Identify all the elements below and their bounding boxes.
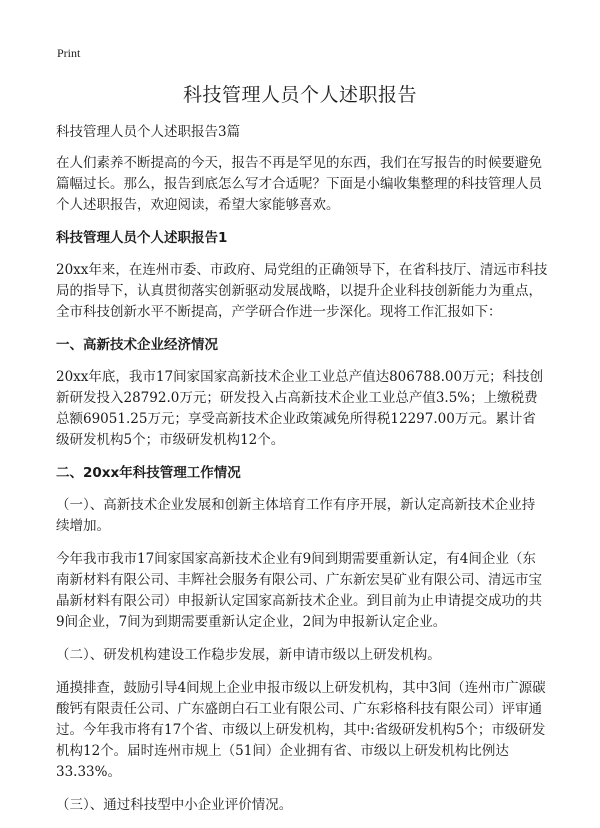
report1-heading: 科技管理人员个人述职报告1 xyxy=(56,230,228,246)
section2-paragraph-2: 通摸排查，鼓励引导4间规上企业申报市级以上研发机构，其中3间（连州市广源碳酸钙有限责任公司、广东盛朗白石工业有限公司、广东彩格科技有限公司）评审通过。今年我市将有17个省、市级以上研发机构，其中:省级研发机构5个；市级研发机构12个。届时连州市规上（51间）企业拥有省、市级以上研发机构比例达33.33%。 xyxy=(56,680,546,780)
section2-heading: 二、20xx年科技管理工作情况 xyxy=(56,465,241,481)
section2-subheading-1: （一）、高新技术企业发展和创新主体培育工作有序开展，新认定高新技术企业持续增加。 xyxy=(56,497,536,534)
intro-paragraph: 在人们素养不断提高的今天，报告不再是罕见的东西，我们在写报告的时候要避免篇幅过长。那么，报告到底怎么写才合适呢？下面是小编收集整理的科技管理人员个人述职报告，欢迎阅读，希望大家能够喜欢。 xyxy=(56,155,542,213)
section1-heading: 一、高新技术企业经济情况 xyxy=(56,337,218,353)
print-link[interactable]: Print xyxy=(57,46,81,60)
section1-paragraph: 20xx年底，我市17间家国家高新技术企业工业总产值达806788.00万元；科技创新研发投入28792.0万元；研发投入占高新技术企业工业总产值3.5%；上缴税费总额69051.25万元；享受高新技术企业政策减免所得税12297.00万元。累计省级研发机构5个；市级研发机构12个。 xyxy=(56,369,544,448)
section2-subheading-2: （二）、研发机构建设工作稳步发展，新申请市级以上研发机构。 xyxy=(56,647,441,663)
document-body xyxy=(56,122,548,828)
report1-paragraph: 20xx年来，在连州市委、市政府、局党组的正确领导下，在省科技厅、清远市科技局的指导下，认真贯彻落实创新驱动发展战略，以提升企业科技创新能力为重点，全市科技创新水平不断提高，产学研合作进一步深化。现将工作汇报如下： xyxy=(56,262,548,320)
section2-subheading-3: （三）、通过科技型中小企业评价情况。 xyxy=(56,797,293,813)
document-subtitle: 科技管理人员个人述职报告3篇 xyxy=(56,124,241,140)
page-title: 科技管理人员个人述职报告 xyxy=(182,84,417,106)
section2-paragraph-1: 今年我市我市17间家国家高新技术企业有9间到期需要重新认定，有4间企业（东南新材料有限公司、丰辉社会服务有限公司、广东新宏昊矿业有限公司、清远市宝晶新材料有限公司）申报新认定国家高新技术企业。到目前为止申请提交成功的共9间企业，7间为到期需要重新认定企业，2间为申报新认定企业。 xyxy=(56,551,542,630)
